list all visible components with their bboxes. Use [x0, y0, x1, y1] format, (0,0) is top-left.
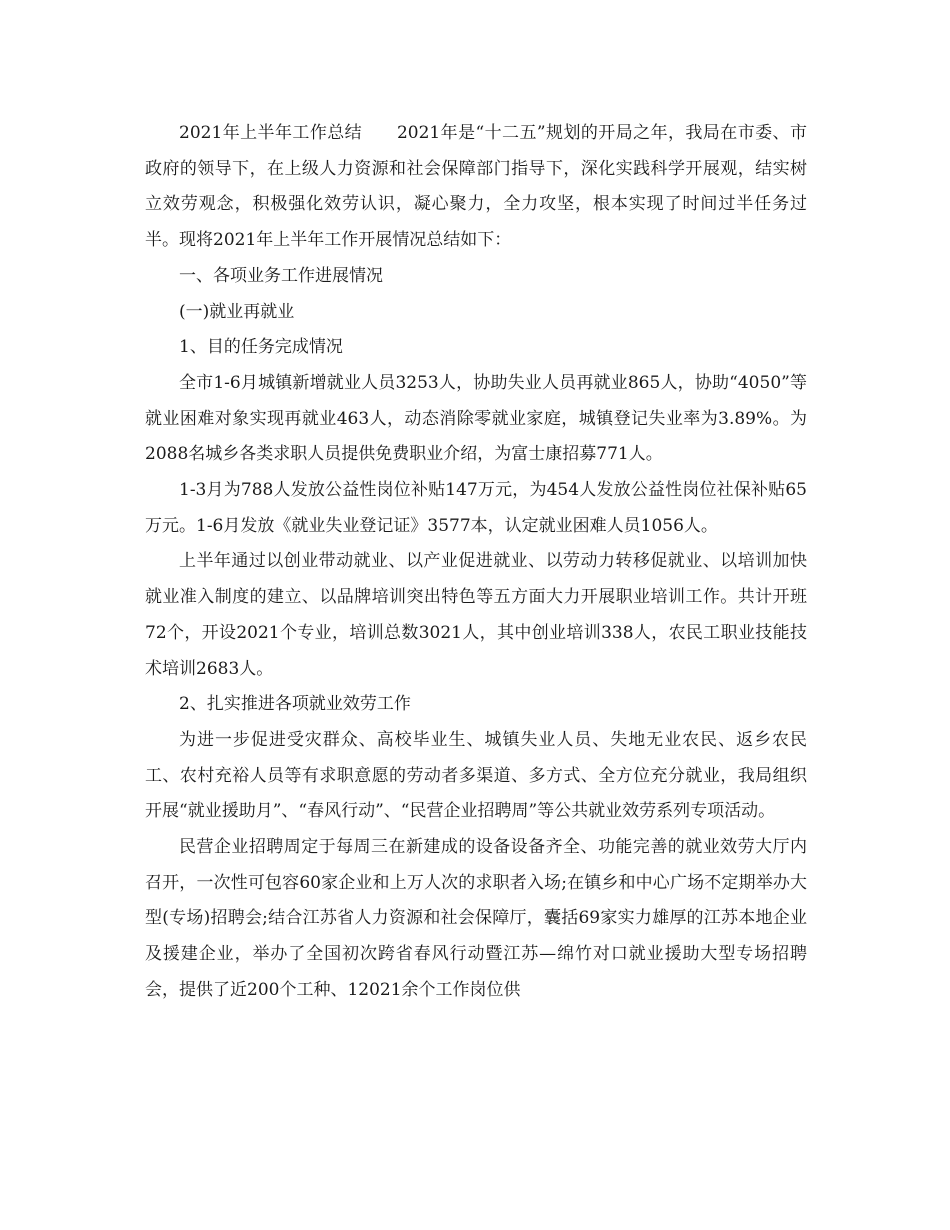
paragraph-job-fairs: 民营企业招聘周定于每周三在新建成的设备设备齐全、功能完善的就业效劳大厅内召开，一次性可包容60家企业和上万人次的求职者入场;在镇乡和中心广场不定期举办大型(专场)招聘会;结合江苏省人力资源和社会保障厅，囊括69家实力雄厚的江苏本地企业及援建企业，举办了全国初次跨省春风行动暨江苏—绵竹对口就业援助大型专场招聘会，提供了近200个工种、12021余个工作岗位供 — [145, 837, 807, 1000]
item-heading-services: 2、扎实推进各项就业效劳工作 — [179, 694, 411, 715]
item-heading-targets: 1、目的任务完成情况 — [179, 337, 343, 358]
document-body — [145, 116, 807, 1009]
subsection-heading-employment: (一)就业再就业 — [179, 301, 295, 322]
paragraph-subsidies: 1-3月为788人发放公益性岗位补贴147万元，为454人发放公益性岗位社保补贴65万元。1-6月发放《就业失业登记证》3577本，认定就业困难人员1056人。 — [145, 480, 807, 536]
section-heading-business-progress: 一、各项业务工作进展情况 — [179, 265, 383, 286]
paragraph-service-activities: 为进一步促进受灾群众、高校毕业生、城镇失业人员、失地无业农民、返乡农民工、农村充裕人员等有求职意愿的劳动者多渠道、多方式、全方位充分就业，我局组织开展“就业援助月”、“春风行动”、“民营企业招聘周”等公共就业效劳系列专项活动。 — [145, 729, 807, 822]
paragraph-intro: 2021年上半年工作总结 2021年是“十二五”规划的开局之年，我局在市委、市政府的领导下，在上级人力资源和社会保障部门指导下，深化实践科学开展观，结实树立效劳观念，积极强化效劳认识，凝心聚力，全力攻坚，根本实现了时间过半任务过半。现将2021年上半年工作开展情况总结如下： — [145, 123, 807, 251]
paragraph-employment-stats: 全市1-6月城镇新增就业人员3253人，协助失业人员再就业865人，协助“4050”等就业困难对象实现再就业463人，动态消除零就业家庭，城镇登记失业率为3.89%。为2088名城乡各类求职人员提供免费职业介绍，为富士康招募771人。 — [145, 372, 807, 465]
paragraph-training: 上半年通过以创业带动就业、以产业促进就业、以劳动力转移促就业、以培训加快就业准入制度的建立、以品牌培训突出特色等五方面大力开展职业培训工作。共计开班72个，开设2021个专业，培训总数3021人，其中创业培训338人，农民工职业技能技术培训2683人。 — [145, 551, 807, 679]
